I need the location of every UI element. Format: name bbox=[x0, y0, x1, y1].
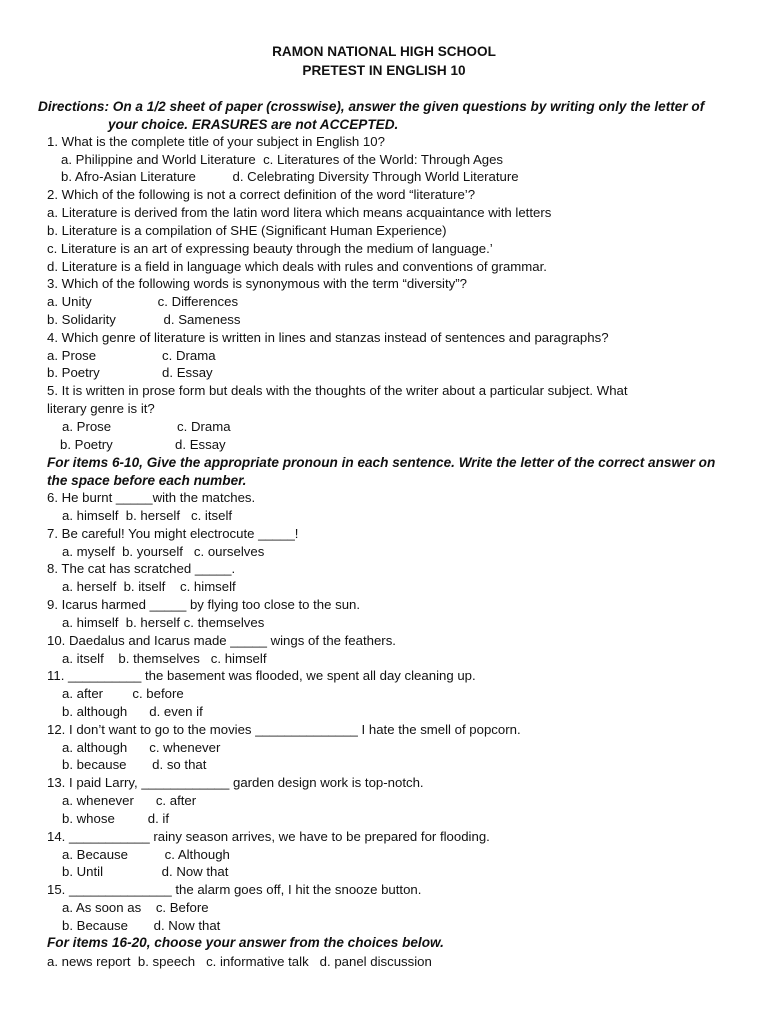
question-13: 13. I paid Larry, ____________ garden design work is top-notch. bbox=[47, 775, 424, 790]
question-11: 11. __________ the basement was flooded, we spent all day cleaning up. bbox=[47, 668, 476, 683]
q5-options-a-c: a. Prose c. Drama bbox=[62, 419, 231, 434]
question-8: 8. The cat has scratched _____. bbox=[47, 561, 236, 576]
q12-options-b-d: b. because d. so that bbox=[62, 757, 207, 772]
question-4: 4. Which genre of literature is written in lines and stanzas instead of sentences and paragraphs? bbox=[47, 330, 609, 345]
q2-option-d: d. Literature is a field in language which deals with rules and conventions of grammar. bbox=[47, 259, 547, 274]
question-15: 15. ______________ the alarm goes off, I hit the snooze button. bbox=[47, 882, 422, 897]
instruction-16-20: For items 16-20, choose your answer from the choices below. bbox=[47, 935, 444, 950]
q1-options-b-d: b. Afro-Asian Literature d. Celebrating Diversity Through World Literature bbox=[61, 169, 519, 184]
q12-options-a-c: a. although c. whenever bbox=[62, 740, 221, 755]
choices-16-20: a. news report b. speech c. informative talk d. panel discussion bbox=[47, 954, 432, 969]
q11-options-a-c: a. after c. before bbox=[62, 686, 184, 701]
q14-options-b-d: b. Until d. Now that bbox=[62, 864, 229, 879]
q3-options-b-d: b. Solidarity d. Sameness bbox=[47, 312, 241, 327]
question-10: 10. Daedalus and Icarus made _____ wings of the feathers. bbox=[47, 633, 396, 648]
q1-options-a-c: a. Philippine and World Literature c. Literatures of the World: Through Ages bbox=[61, 152, 504, 167]
q14-options-a-c: a. Because c. Although bbox=[62, 847, 230, 862]
q3-options-a-c: a. Unity c. Differences bbox=[47, 294, 239, 309]
question-5-line-1: 5. It is written in prose form but deals with the thoughts of the writer about a particular subject. What bbox=[47, 383, 628, 398]
q15-options-b-d: b. Because d. Now that bbox=[62, 918, 221, 933]
question-3: 3. Which of the following words is synonymous with the term “diversity”? bbox=[47, 276, 467, 291]
question-7: 7. Be careful! You might electrocute _____! bbox=[47, 526, 299, 541]
q11-options-b-d: b. although d. even if bbox=[62, 704, 203, 719]
question-6: 6. He burnt _____with the matches. bbox=[47, 490, 256, 505]
q2-option-c: c. Literature is an art of expressing beauty through the medium of language.’ bbox=[47, 241, 493, 256]
question-14: 14. ___________ rainy season arrives, we have to be prepared for flooding. bbox=[47, 829, 490, 844]
q5-options-b-d: b. Poetry d. Essay bbox=[60, 437, 226, 452]
q9-options: a. himself b. herself c. themselves bbox=[62, 615, 265, 630]
q2-option-b: b. Literature is a compilation of SHE (Significant Human Experience) bbox=[47, 223, 447, 238]
q15-options-a-c: a. As soon as c. Before bbox=[62, 900, 209, 915]
q2-option-a: a. Literature is derived from the latin word litera which means acquaintance with letters bbox=[47, 205, 552, 220]
q6-options: a. himself b. herself c. itself bbox=[62, 508, 233, 523]
question-2: 2. Which of the following is not a correct definition of the word “literature’? bbox=[47, 187, 476, 202]
q7-options: a. myself b. yourself c. ourselves bbox=[62, 544, 265, 559]
question-9: 9. Icarus harmed _____ by flying too close to the sun. bbox=[47, 597, 361, 612]
q4-options-a-c: a. Prose c. Drama bbox=[47, 348, 216, 363]
directions-line-2: your choice. ERASURES are not ACCEPTED. bbox=[108, 117, 399, 132]
q10-options: a. itself b. themselves c. himself bbox=[62, 651, 267, 666]
q13-options-b-d: b. whose d. if bbox=[62, 811, 170, 826]
instruction-6-10-line-1: For items 6-10, Give the appropriate pronoun in each sentence. Write the letter of the correct answer on bbox=[47, 455, 716, 470]
question-5-line-2: literary genre is it? bbox=[47, 401, 155, 416]
q8-options: a. herself b. itself c. himself bbox=[62, 579, 236, 594]
school-name: RAMON NATIONAL HIGH SCHOOL bbox=[272, 44, 496, 59]
q13-options-a-c: a. whenever c. after bbox=[62, 793, 197, 808]
directions-line-1: Directions: On a 1/2 sheet of paper (crosswise), answer the given questions by writing only the letter of bbox=[38, 99, 705, 114]
instruction-6-10-line-2: the space before each number. bbox=[47, 473, 247, 488]
question-12: 12. I don’t want to go to the movies ______________ I hate the smell of popcorn. bbox=[47, 722, 521, 737]
test-title: PRETEST IN ENGLISH 10 bbox=[302, 63, 466, 78]
q4-options-b-d: b. Poetry d. Essay bbox=[47, 365, 213, 380]
question-1: 1. What is the complete title of your subject in English 10? bbox=[47, 134, 385, 149]
